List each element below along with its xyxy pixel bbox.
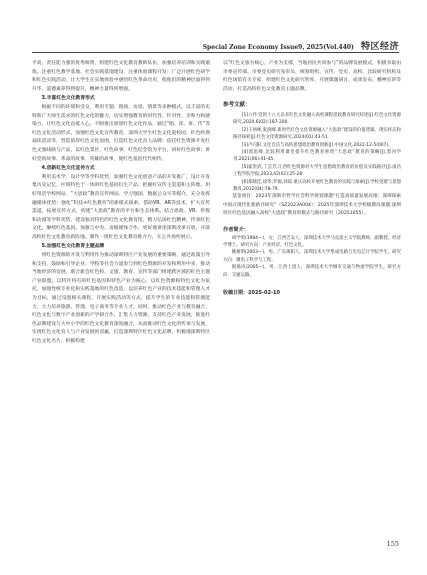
section-heading: 4.创新红色文化宣传方式 bbox=[41, 166, 95, 172]
body-paragraph: 利用美术学、设计学等学科优势，加强红色文化创意产品的开发推广，设计开发集历史记忆、区域特色于一体的红色基因衍生产品；把握好宣传主渠道和主阵地，用好用活学校网站、“大思政”教育宣传网站、学习强国、数据公众号等媒介，充分发挥融媒体优势；强化“科技+红色教育”的新模式探索，借助VR、AR等技术，扩大宣传渠道，拓展宣传方式，构建“大思政”教育的平台和生态体系。结合思政、VR、传媒和动漫等学科优势，建设独具特色的红色文化教育馆，数力弘扬红色精神，传承红色文化，赓续红色基因。加强与中央、省级媒体合作，更好地讲述深圳改革开放、开辟高校红色文化教育新阵地。制作一批红色文化教育推介片，在公共场所展示。 bbox=[32, 174, 210, 240]
section-heading: 3.丰富红色文化教育形式 bbox=[41, 96, 95, 102]
section-heading: 5.加强红色文化教育主题品牌 bbox=[41, 244, 105, 250]
running-header bbox=[203, 39, 399, 52]
author-bio: 胡学勇(1984—)，女，江西吉安人，深圳技术大学马克思主义学院教师，副教授，经济学博士。研究方向：产业经济，红色文化。 bbox=[223, 235, 401, 249]
reference-item: [5]霍贵武,丁芸芳.江西红色资源对大学生思想政治教育的价值及实践路径[J].南昌工程学院学报,2023,42(02):25-28. bbox=[233, 164, 401, 178]
author-bio: 姚树明(2003—)，男，广东揭阳人，深圳技术大学集成电路与光电芯片学院学生。研究方向：微电子科学与工程。 bbox=[223, 250, 401, 263]
reference-item: [6]郑晓佳,徐华,罗锡,刘琼.重庆高校开展红色教育的实践与探索[J].学校党建与思想教育,2012(04):78-79. bbox=[233, 179, 401, 193]
left-column bbox=[32, 60, 210, 555]
body-paragraph: 平高、责任能力强的优秀师资，组建红色文化教育教师队伍，加强培养培训和实践锻炼。注重红色教学基地、社会实践基地建设，注重体验课程开发；广泛开展红色研学和红色实践活动，让大学生在实地体验中感悟红色革命历史，使他们的精神层面得到升华，道德素养得到提升，精神力量得到增强。 bbox=[32, 61, 210, 92]
reference-item: [2]王炳林,张润峰.新时代红色文化资源融入“大思政”建设的价值逻辑、现实样态和路径探析[J].红色文化资源研究,2024(01):43-51. bbox=[233, 127, 401, 141]
author-bio-heading: 作者简介： bbox=[223, 227, 249, 234]
reference-item: [3]卢向阳.文化自信与高校思想政治教育创新[J].中国文化,2022-12-5(007). bbox=[241, 142, 390, 148]
reference-item: [1]六件.党的十八大以来红色文化融入高校课程思政教育研究综述[J].红色文化资源研究,2020,6(02):187-200. bbox=[233, 112, 401, 126]
right-column bbox=[223, 60, 401, 550]
journal-logo: 特区经济 bbox=[360, 42, 399, 52]
journal-issue-label: Special Zone Economy Issue9, 2025(Vol.440) bbox=[202, 44, 354, 51]
received-date: 收稿日期：2025-02-10 bbox=[223, 290, 280, 297]
funding-note: 基金项目：2023年深圳市哲学社会科学规划课题“打造高质量发展高地：深圳探索中国式现代化新路径研究”（SZ2023A004）；2025年深圳技术大学校级教改课题:深圳特区红色基因融入高校“大思政”教育的模式与路径研究（20251055）。 bbox=[223, 194, 401, 216]
references-heading: 参考文献： bbox=[223, 102, 251, 109]
reference-item: [4]郭思峰.比较利用课堂提升红色教育师资“大思政”教育的策略[J].黑河学刊,2021(06):41-45. bbox=[233, 150, 401, 163]
body-paragraph: 以“红色文旅为核心，产业为支撑，当地居民共同参与”的品牌发展模式，积极争取由市委宣传部、市委党史研究室牵头，统筹组织、宣传、党史、高校、比较研究机构及红色场馆有关专家，组建红色文化研究智库，开展课题研讨，成果发布，精神宣讲等活动，打造高校红色文化教育主题品牌。 bbox=[223, 61, 401, 92]
page-number: 155 bbox=[386, 540, 399, 548]
header-rule bbox=[32, 52, 399, 53]
body-paragraph: 根据不同的环境和受众，利用专题、现场、访谈、情景等多种模式，以丰富的史料和广大师生需求的红色文化的魅力，切实增强教育的时代性、针对性、亲和力和感染力，让红色文化直抵人心。不断推出原创红色文化作品，通过“唱、读、讲、传”等红色文化活动形式，加强红色文化宣传教育。深圳大学生红色文化进校园、红色经典诵读活动等，营造浓厚红色文化氛围，打造红色文化育人品牌；依托红色资源开发红色文旅线路与产品，以红色景区、红色故事、红色纪念馆为平台，讲好红色故事；讲好党的故事、革命的故事、英雄的故事，使红色基因代代相传。 bbox=[32, 104, 210, 162]
author-bio: 倪烯涛(2005—)，男，江西上饶人，深圳技术大学城市交通与物流学院学生。研究方向：交通运输。 bbox=[223, 265, 401, 278]
body-paragraph: 将红色资源的开发与利用作为推动深圳特区产业发展的重要策略，通过政策引导和支持，鼓励和引导企业、学校等社会力量参与到红色资源的开发和利用中来，推动当地经济的发展。联合新会红色校、文旅、教育、宣传等部门组建跨区域的红色主题产业联盟，以特区特有的红色基因和特色产业为核心，以红色资源和特色文化为依托，加强性统专业化和实践基地的红色改造，以培养红色产业的技术技能和管理人才为目标，通过设置相关课程，开展实践活动等方式，提升学生的专业技能和管理能力，大力培养旅游、管理、电子商务等专业人才。同时，推动红色产业与教育融合，红色文化与数字产业创新的产学研合作，汇集人力资源，支持红色产业发展，推进红色品牌建设与大中小学的红色文化教育深度融合，从而推动红色文化的传承与发展，实现红色文化育人与产业发展的双赢，打造深圳特区红色文化品牌，积极地深圳特区红色文化名片，积极构建 bbox=[32, 253, 210, 344]
